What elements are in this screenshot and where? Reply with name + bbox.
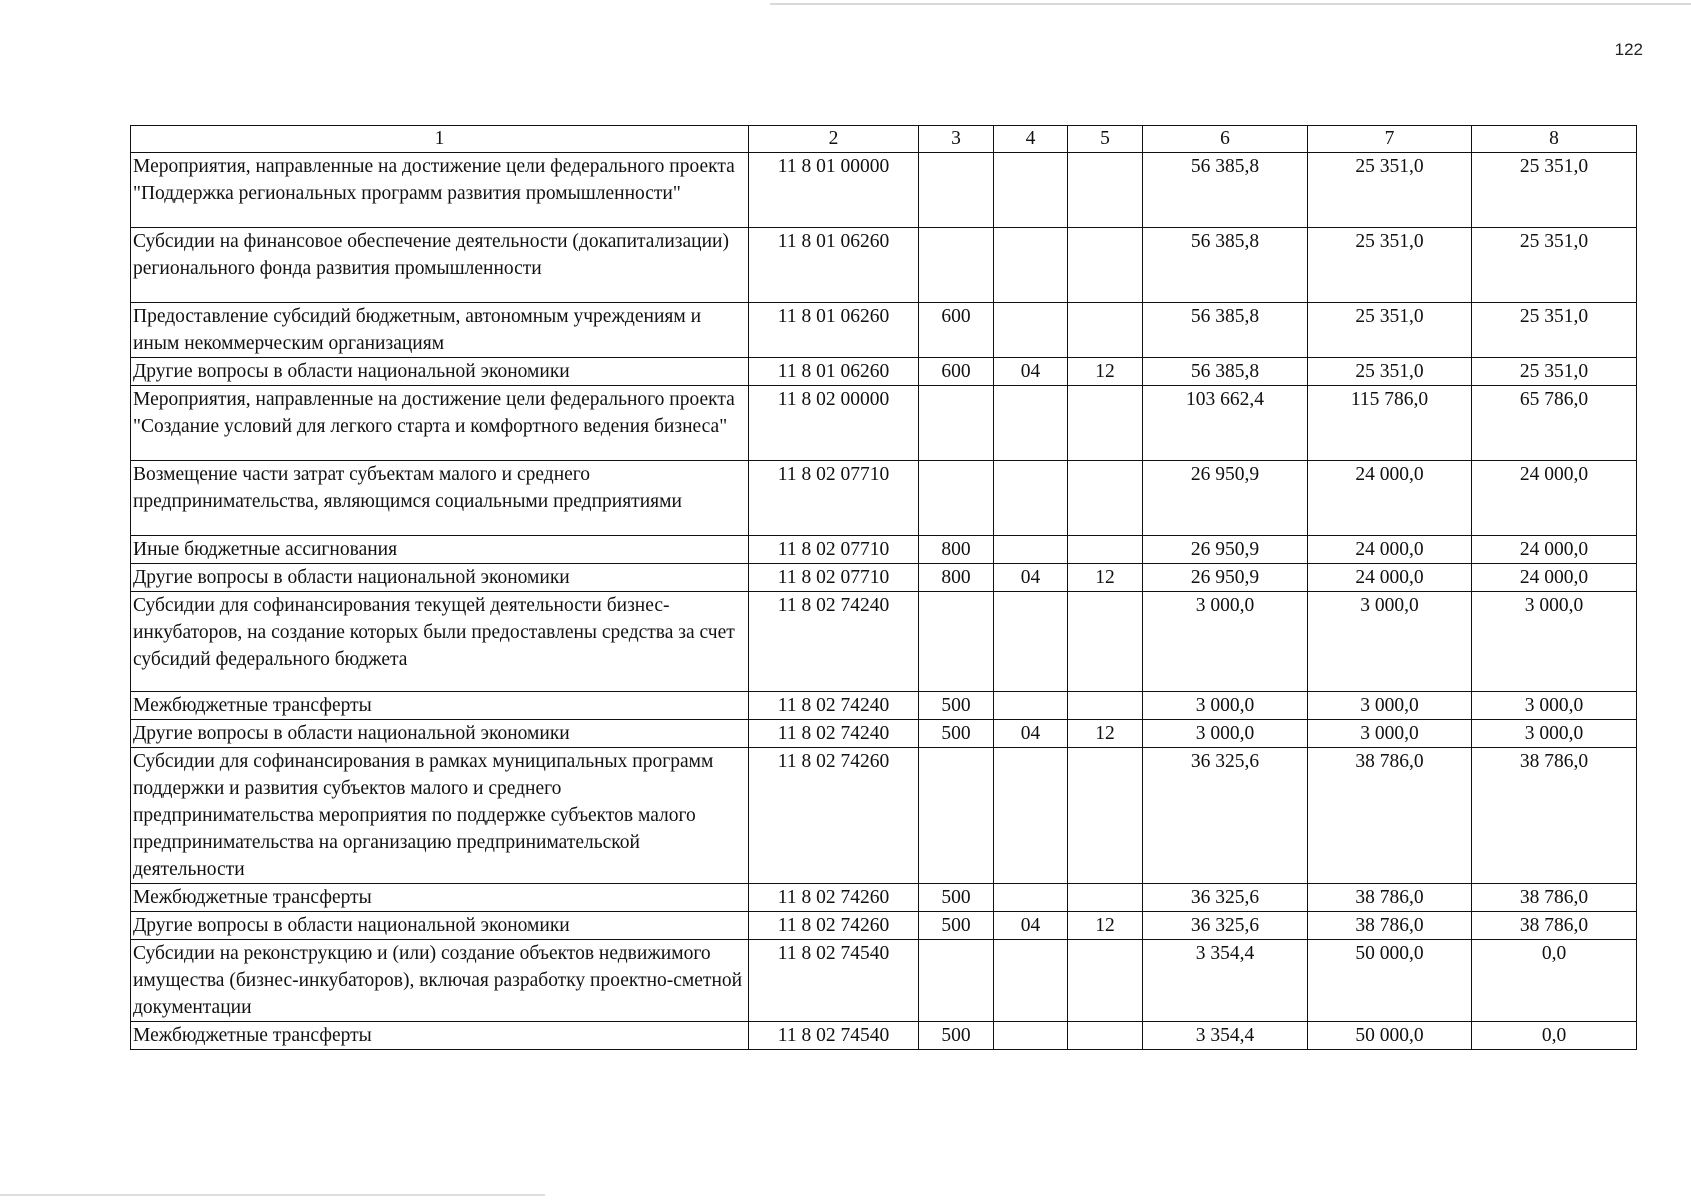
row-amount-col7-cell: 50 000,0 [1308,1022,1472,1050]
table-body [131,153,1637,1050]
table-row [131,386,1637,461]
row-amount-col7-cell: 25 351,0 [1308,358,1472,386]
column-header: 7 [1308,126,1472,153]
row-section-cell [994,536,1068,564]
row-section-cell [994,748,1068,884]
row-type-cell: 600 [919,358,994,386]
column-header: 6 [1143,126,1308,153]
row-code-cell: 11 8 02 74260 [749,884,919,912]
row-amount-col8-cell: 3 000,0 [1472,692,1637,720]
row-amount-col6-cell: 56 385,8 [1143,358,1308,386]
row-code-cell: 11 8 02 07710 [749,564,919,592]
column-header: 8 [1472,126,1637,153]
row-amount-col8-cell: 25 351,0 [1472,228,1637,303]
row-amount-col7-cell: 3 000,0 [1308,720,1472,748]
row-section-cell: 04 [994,564,1068,592]
scan-artifact-bottom [0,1194,545,1196]
row-section-cell [994,1022,1068,1050]
row-amount-col8-cell: 24 000,0 [1472,536,1637,564]
row-amount-col6-cell: 3 000,0 [1143,692,1308,720]
column-header: 5 [1068,126,1143,153]
row-subsection-cell: 12 [1068,564,1143,592]
row-amount-col6-cell: 103 662,4 [1143,386,1308,461]
row-type-cell [919,228,994,303]
row-code-cell: 11 8 02 74540 [749,940,919,1022]
row-type-cell [919,461,994,536]
row-amount-col8-cell: 38 786,0 [1472,884,1637,912]
row-subsection-cell [1068,386,1143,461]
row-amount-col7-cell: 50 000,0 [1308,940,1472,1022]
table-row [131,720,1637,748]
row-code-cell: 11 8 01 06260 [749,228,919,303]
row-amount-col8-cell: 38 786,0 [1472,912,1637,940]
row-type-cell [919,153,994,228]
row-name-cell: Межбюджетные трансферты [131,884,749,912]
table-row [131,228,1637,303]
row-type-cell: 500 [919,912,994,940]
row-section-cell [994,692,1068,720]
row-code-cell: 11 8 02 00000 [749,386,919,461]
row-name-cell: Мероприятия, направленные на достижение цели федерального проекта "Создание условий для легкого старта и комфортного ведения бизнеса" [131,386,749,461]
row-amount-col8-cell: 65 786,0 [1472,386,1637,461]
row-amount-col6-cell: 36 325,6 [1143,884,1308,912]
row-amount-col8-cell: 38 786,0 [1472,748,1637,884]
row-section-cell [994,303,1068,358]
row-amount-col6-cell: 26 950,9 [1143,461,1308,536]
row-section-cell: 04 [994,720,1068,748]
row-type-cell [919,386,994,461]
table-row [131,303,1637,358]
row-code-cell: 11 8 02 74540 [749,1022,919,1050]
row-subsection-cell [1068,748,1143,884]
row-section-cell [994,884,1068,912]
row-amount-col8-cell: 0,0 [1472,940,1637,1022]
row-amount-col6-cell: 56 385,8 [1143,153,1308,228]
row-amount-col6-cell: 36 325,6 [1143,748,1308,884]
table-row [131,912,1637,940]
table-row [131,564,1637,592]
table-row [131,153,1637,228]
row-amount-col8-cell: 24 000,0 [1472,564,1637,592]
row-amount-col6-cell: 3 354,4 [1143,1022,1308,1050]
row-code-cell: 11 8 02 74240 [749,720,919,748]
row-subsection-cell: 12 [1068,358,1143,386]
row-name-cell: Субсидии на реконструкцию и (или) создание объектов недвижимого имущества (бизнес-инкубаторов), включая разработку проектно-сметной документации [131,940,749,1022]
table-row [131,358,1637,386]
row-subsection-cell [1068,461,1143,536]
row-code-cell: 11 8 02 74240 [749,692,919,720]
row-name-cell: Другие вопросы в области национальной экономики [131,564,749,592]
row-section-cell: 04 [994,912,1068,940]
row-amount-col8-cell: 3 000,0 [1472,720,1637,748]
row-name-cell: Предоставление субсидий бюджетным, автономным учреждениям и иным некоммерческим организациям [131,303,749,358]
row-subsection-cell [1068,592,1143,692]
row-amount-col8-cell: 25 351,0 [1472,358,1637,386]
row-amount-col7-cell: 3 000,0 [1308,592,1472,692]
table-row [131,592,1637,692]
budget-table [130,125,1637,1050]
row-name-cell: Субсидии на финансовое обеспечение деятельности (докапитализации) регионального фонда развития промышленности [131,228,749,303]
column-header: 4 [994,126,1068,153]
row-name-cell: Субсидии для софинансирования текущей деятельности бизнес-инкубаторов, на создание которых были предоставлены средства за счет субсидий федерального бюджета [131,592,749,692]
row-name-cell: Мероприятия, направленные на достижение цели федерального проекта "Поддержка региональных программ развития промышленности" [131,153,749,228]
row-amount-col6-cell: 56 385,8 [1143,228,1308,303]
row-section-cell [994,461,1068,536]
row-type-cell: 500 [919,720,994,748]
row-type-cell: 800 [919,564,994,592]
row-amount-col7-cell: 24 000,0 [1308,461,1472,536]
row-code-cell: 11 8 02 74260 [749,912,919,940]
row-type-cell: 500 [919,884,994,912]
row-subsection-cell [1068,228,1143,303]
row-section-cell [994,592,1068,692]
row-amount-col7-cell: 24 000,0 [1308,564,1472,592]
row-type-cell: 500 [919,692,994,720]
row-amount-col7-cell: 115 786,0 [1308,386,1472,461]
row-section-cell [994,153,1068,228]
row-name-cell: Субсидии для софинансирования в рамках муниципальных программ поддержки и развития субъектов малого и среднего предпринимательства мероприятия по поддержке субъектов малого предпринимательства на организацию предпринимательской деятельности [131,748,749,884]
row-amount-col6-cell: 3 000,0 [1143,592,1308,692]
row-code-cell: 11 8 02 74240 [749,592,919,692]
row-subsection-cell [1068,692,1143,720]
row-amount-col7-cell: 3 000,0 [1308,692,1472,720]
row-name-cell: Другие вопросы в области национальной экономики [131,358,749,386]
table-row [131,940,1637,1022]
row-amount-col7-cell: 25 351,0 [1308,228,1472,303]
row-subsection-cell [1068,153,1143,228]
row-code-cell: 11 8 01 00000 [749,153,919,228]
row-amount-col7-cell: 25 351,0 [1308,153,1472,228]
row-subsection-cell: 12 [1068,720,1143,748]
row-subsection-cell [1068,1022,1143,1050]
scan-artifact-top [770,3,1691,5]
column-header: 1 [131,126,749,153]
row-type-cell: 800 [919,536,994,564]
row-type-cell [919,748,994,884]
row-amount-col6-cell: 56 385,8 [1143,303,1308,358]
row-amount-col7-cell: 38 786,0 [1308,748,1472,884]
row-section-cell [994,228,1068,303]
row-subsection-cell [1068,536,1143,564]
table-row [131,748,1637,884]
table-row [131,884,1637,912]
row-amount-col8-cell: 0,0 [1472,1022,1637,1050]
row-code-cell: 11 8 01 06260 [749,358,919,386]
row-amount-col8-cell: 25 351,0 [1472,153,1637,228]
row-amount-col6-cell: 3 000,0 [1143,720,1308,748]
row-code-cell: 11 8 02 07710 [749,461,919,536]
row-amount-col8-cell: 25 351,0 [1472,303,1637,358]
table-row [131,1022,1637,1050]
row-name-cell: Иные бюджетные ассигнования [131,536,749,564]
table-row [131,692,1637,720]
row-amount-col6-cell: 26 950,9 [1143,536,1308,564]
row-name-cell: Межбюджетные трансферты [131,692,749,720]
row-type-cell: 500 [919,1022,994,1050]
row-amount-col8-cell: 24 000,0 [1472,461,1637,536]
row-type-cell [919,592,994,692]
row-section-cell [994,386,1068,461]
row-code-cell: 11 8 02 07710 [749,536,919,564]
row-amount-col6-cell: 36 325,6 [1143,912,1308,940]
row-type-cell [919,940,994,1022]
row-name-cell: Другие вопросы в области национальной экономики [131,912,749,940]
row-subsection-cell [1068,303,1143,358]
row-name-cell: Возмещение части затрат субъектам малого и среднего предпринимательства, являющимся социальными предприятиями [131,461,749,536]
row-amount-col6-cell: 3 354,4 [1143,940,1308,1022]
row-amount-col7-cell: 38 786,0 [1308,884,1472,912]
row-amount-col7-cell: 25 351,0 [1308,303,1472,358]
row-code-cell: 11 8 02 74260 [749,748,919,884]
row-subsection-cell [1068,940,1143,1022]
row-subsection-cell: 12 [1068,912,1143,940]
row-code-cell: 11 8 01 06260 [749,303,919,358]
table-row [131,461,1637,536]
row-section-cell [994,940,1068,1022]
row-amount-col7-cell: 38 786,0 [1308,912,1472,940]
row-type-cell: 600 [919,303,994,358]
table-row [131,536,1637,564]
column-header: 3 [919,126,994,153]
row-subsection-cell [1068,884,1143,912]
column-header: 2 [749,126,919,153]
row-amount-col8-cell: 3 000,0 [1472,592,1637,692]
page-number: 122 [1614,40,1643,59]
row-name-cell: Межбюджетные трансферты [131,1022,749,1050]
row-section-cell: 04 [994,358,1068,386]
row-amount-col7-cell: 24 000,0 [1308,536,1472,564]
table-header-row [131,126,1637,153]
row-amount-col6-cell: 26 950,9 [1143,564,1308,592]
row-name-cell: Другие вопросы в области национальной экономики [131,720,749,748]
